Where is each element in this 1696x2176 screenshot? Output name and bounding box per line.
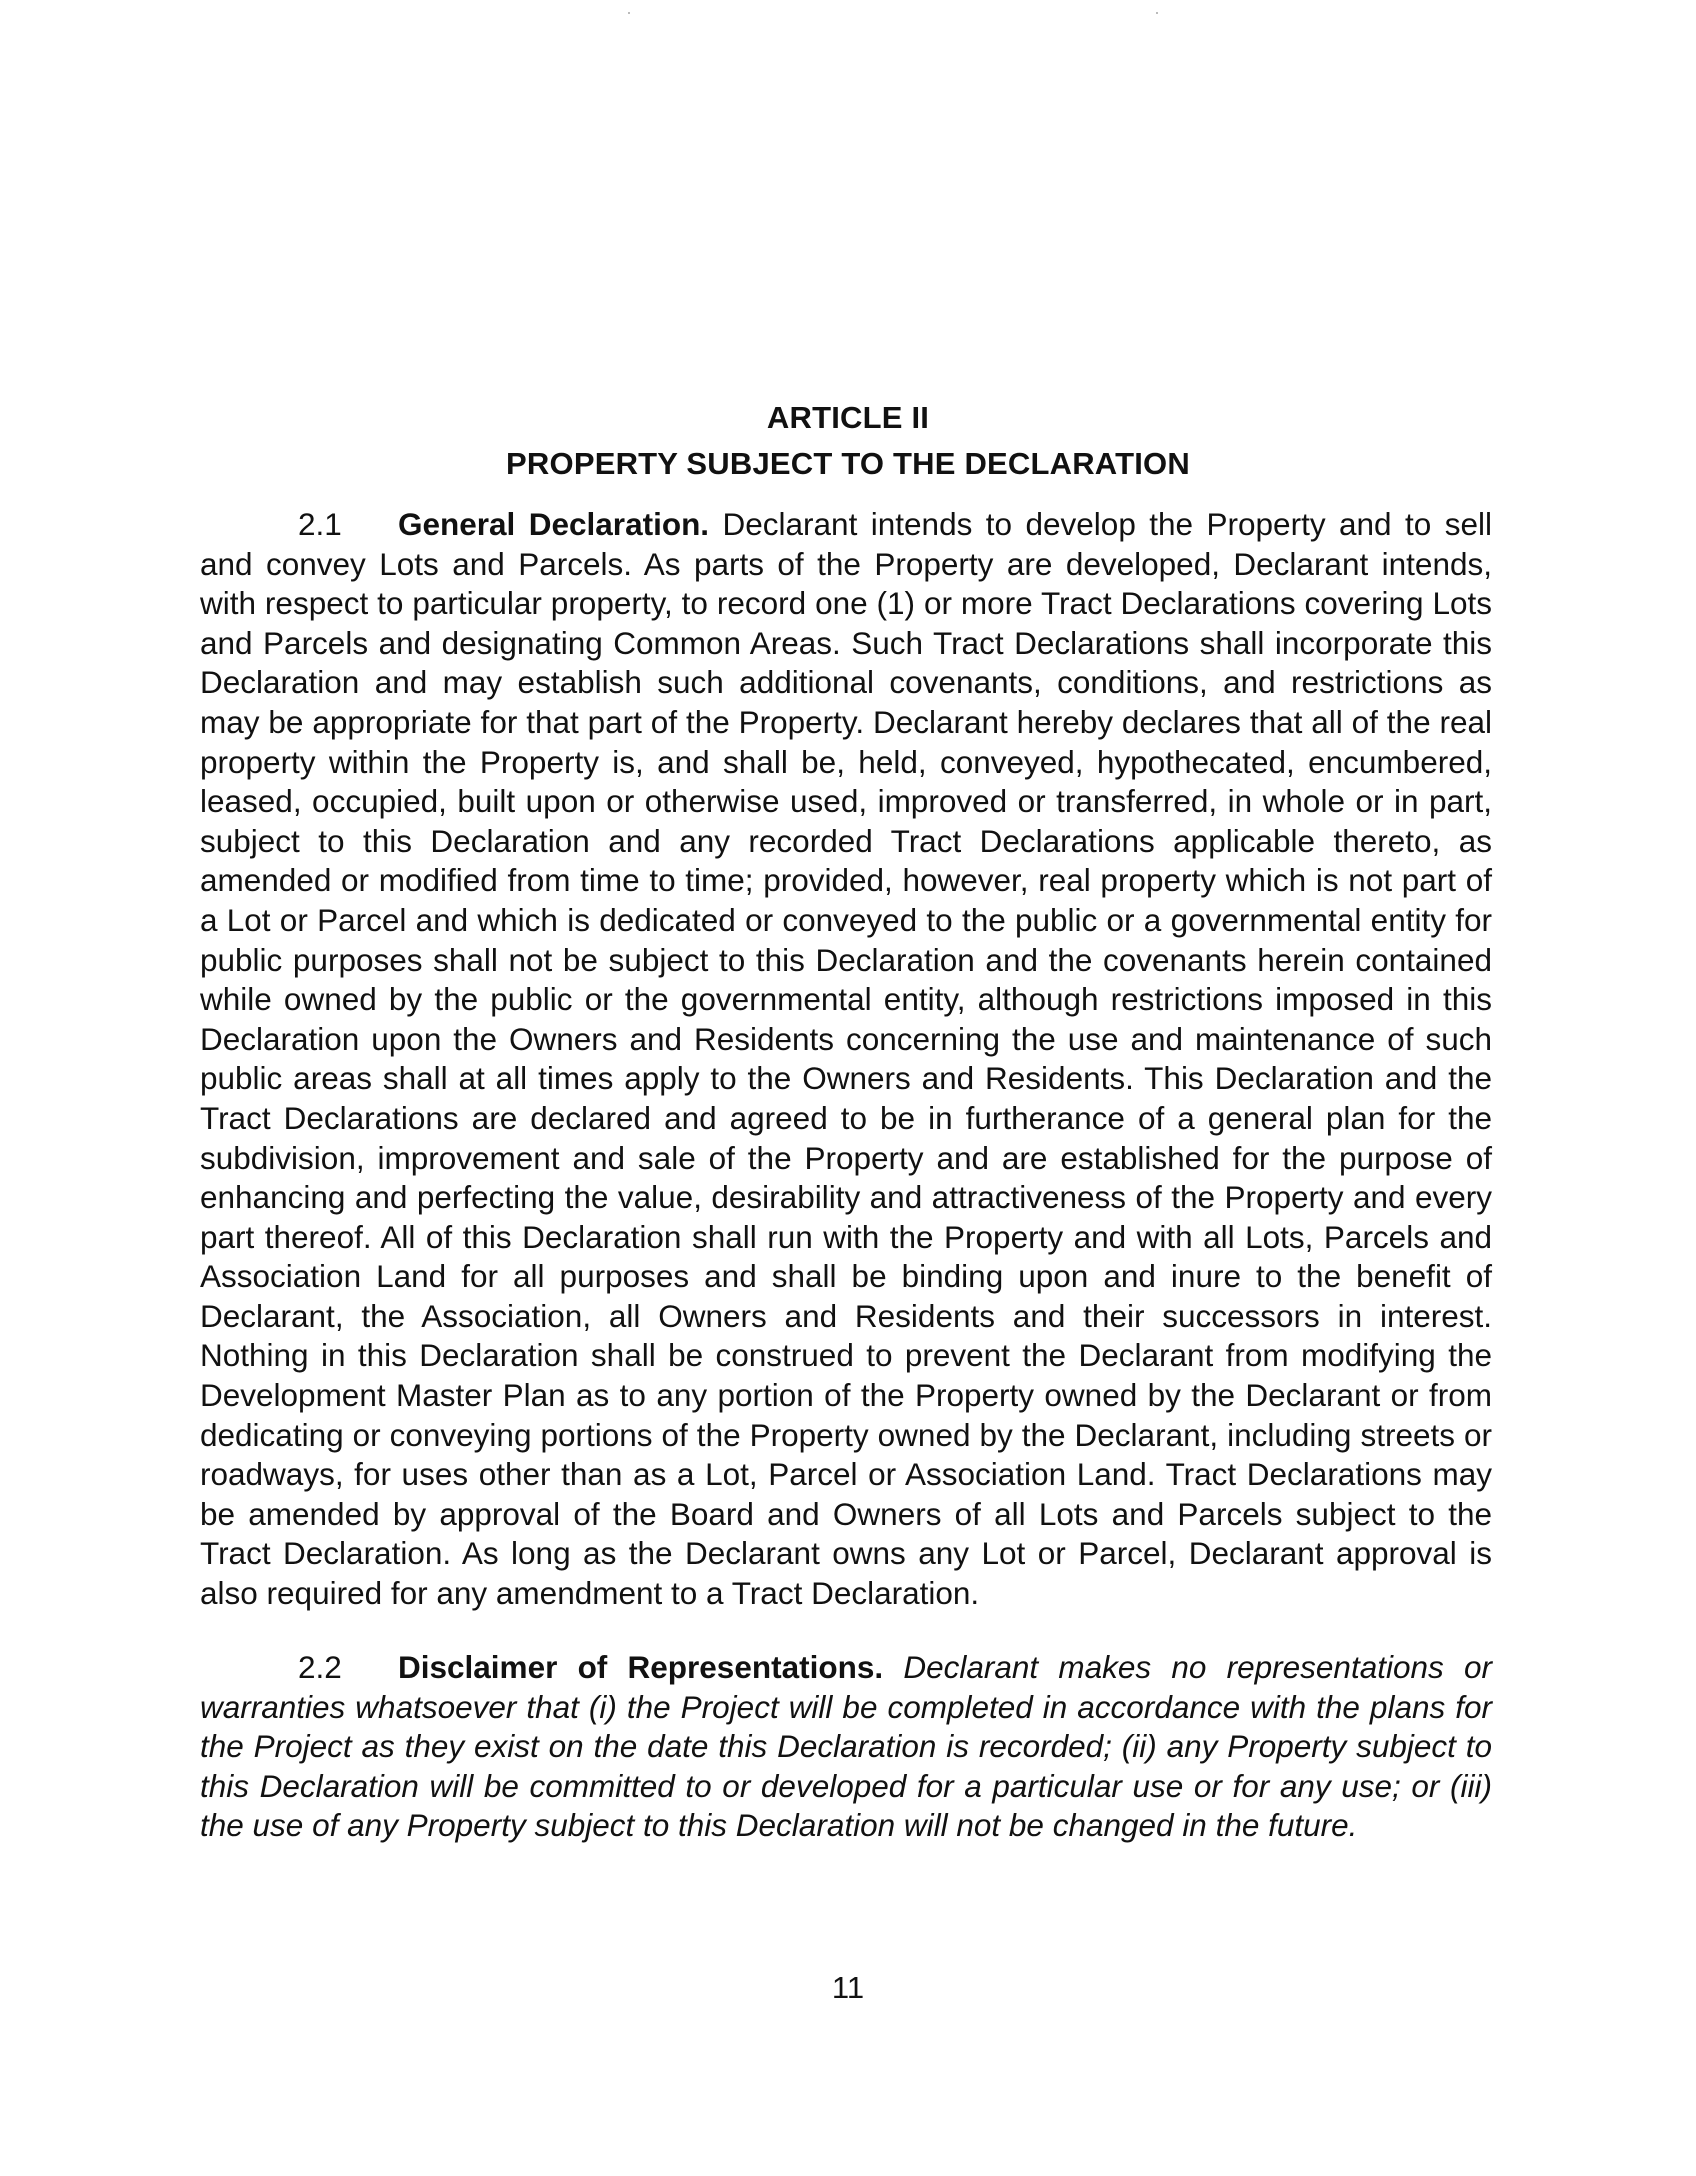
section-general-declaration xyxy=(200,505,1492,1614)
section-title: Disclaimer of Representations. xyxy=(398,1649,884,1685)
section-number: 2.1 xyxy=(298,506,342,542)
scan-speck xyxy=(628,12,630,14)
section-disclaimer-of-representations xyxy=(200,1648,1492,1846)
section-title: General Declaration. xyxy=(398,506,710,542)
article-title-heading: PROPERTY SUBJECT TO THE DECLARATION xyxy=(506,446,1190,481)
section-body: Declarant makes no representations or warranties whatsoever that (i) the Project will be completed in accordance with the plans for the Project as they exist on the date this Declaration is recorded; (ii) any Property subject to this Declaration will be committed to or developed for a particular use or for any use; or (iii) the use of any Property subject to this Declaration will not be changed in the future. xyxy=(200,1649,1492,1844)
section-body: Declarant intends to develop the Property and to sell and convey Lots and Parcels. As parts of the Property are developed, Declarant intends, with respect to particular property, to record one (1) or more Tract Declarations covering Lots and Parcels and designating Common Areas. Such Tract Declarations shall incorporate this Declaration and may establish such additional covenants, conditions, and restrictions as may be appropriate for that part of the Property. Declarant hereby declares that all of the real property within the Property is, and shall be, held, conveyed, hypothecated, encumbered, leased, occupied, built upon or otherwise used, improved or transferred, in whole or in part, subject to this Declaration and any recorded Tract Declarations applicable thereto, as amended or modified from time to time; provided, however, real property which is not part of a Lot or Parcel and which is dedicated or conveyed to the public or a governmental entity for public purposes shall not be subject to this Declaration and the covenants herein contained while owned by the public or the governmental entity, although restrictions imposed in this Declaration upon the Owners and Residents concerning the use and maintenance of such public areas shall at all times apply to the Owners and Residents. This Declaration and the Tract Declarations are declared and agreed to be in furtherance of a general plan for the subdivision, improvement and sale of the Property and are established for the purpose of enhancing and perfecting the value, desirability and attractiveness of the Property and every part thereof. All of this Declaration shall run with the Property and with all Lots, Parcels and Association Land for all purposes and shall be binding upon and inure to the benefit of Declarant, the Association, all Owners and Residents and their successors in interest. Nothing in this Declaration shall be construed to prevent the Declarant from modifying the Development Master Plan as to any portion of the Property owned by the Declarant or from dedicating or conveying portions of the Property owned by the Declarant, including streets or roadways, for uses other than as a Lot, Parcel or Association Land. Tract Declarations may be amended by approval of the Board and Owners of all Lots and Parcels subject to the Tract Declaration. As long as the Declarant owns any Lot or Parcel, Declarant approval is also required for any amendment to a Tract Declaration. xyxy=(200,506,1492,1612)
scan-speck xyxy=(1156,12,1158,14)
section-number: 2.2 xyxy=(298,1649,342,1685)
page-number: 11 xyxy=(831,1970,865,2005)
article-number-heading: ARTICLE II xyxy=(766,400,930,435)
